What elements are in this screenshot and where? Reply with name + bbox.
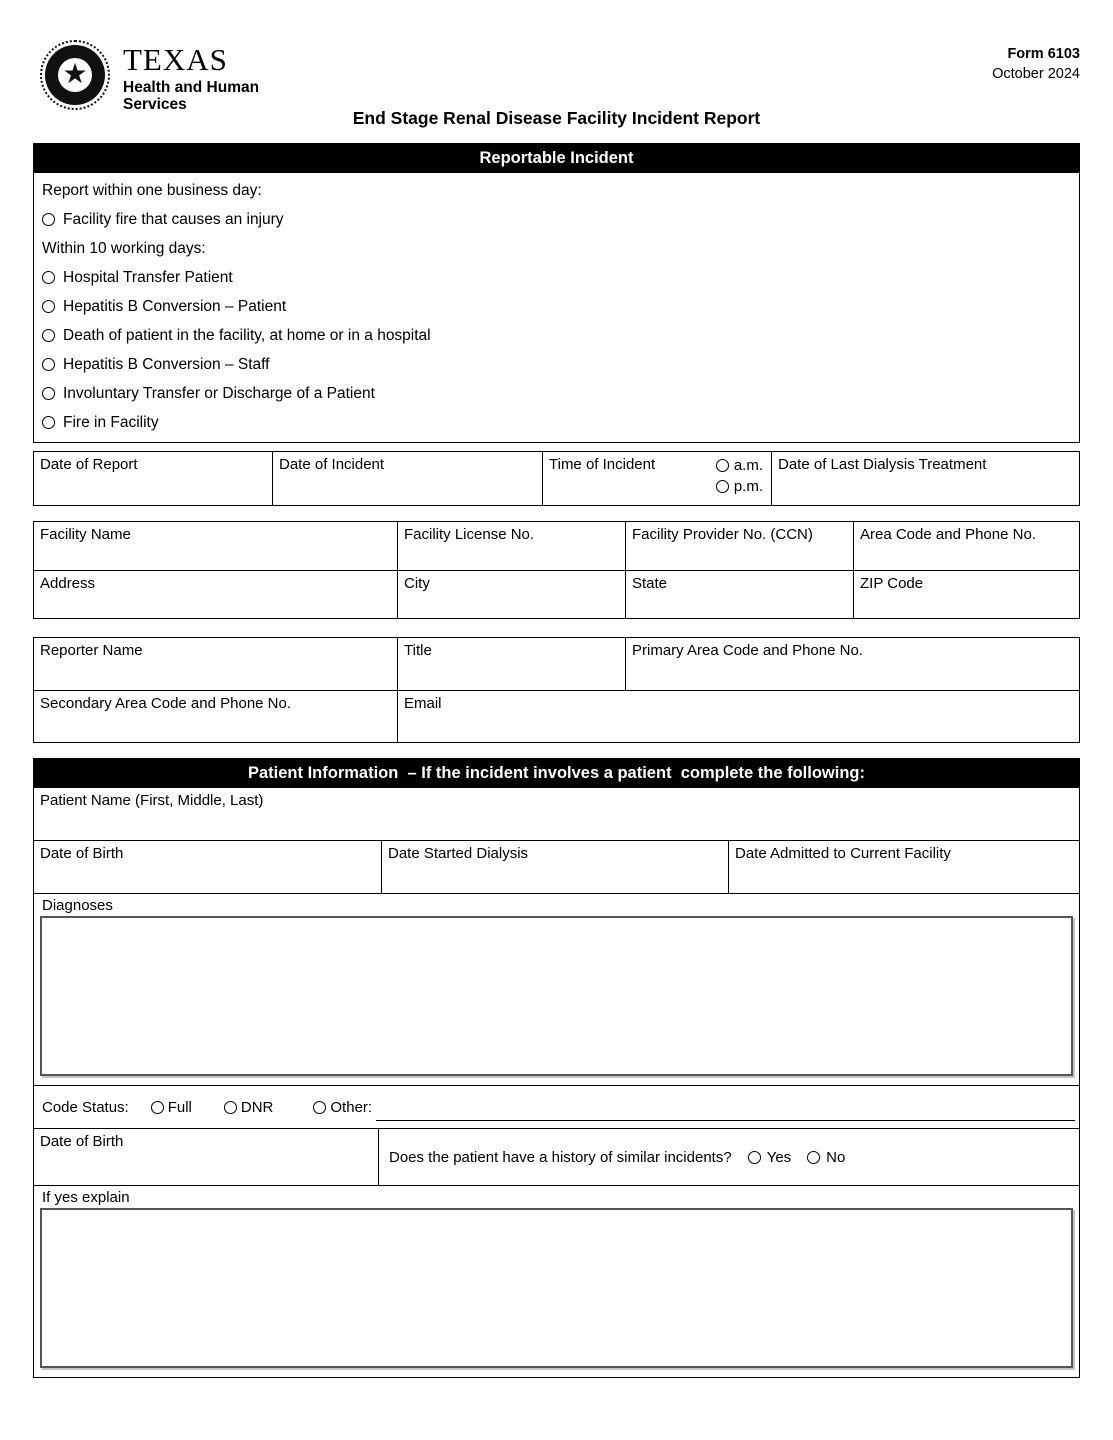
time-of-incident-field[interactable]: Time of Incident a.m. p.m. [542, 452, 771, 505]
diagnoses-block [34, 893, 1079, 1085]
radio-facility-fire-injury[interactable] [42, 213, 55, 226]
option-death-of-patient: Death of patient in the facility, at home or in a hospital [34, 321, 1079, 350]
history-yes-option: Yes [748, 1149, 791, 1166]
reporter-table [33, 637, 1080, 743]
code-status-label: Code Status: [42, 1098, 129, 1116]
pm-option: p.m. [716, 478, 763, 495]
if-yes-explain-textbox[interactable] [40, 1208, 1073, 1368]
radio-hep-b-patient[interactable] [42, 300, 55, 313]
patient-information-section [33, 758, 1080, 1378]
radio-hep-b-staff[interactable] [42, 358, 55, 371]
history-no-option: No [807, 1149, 845, 1166]
date-of-incident-field[interactable]: Date of Incident [272, 452, 542, 505]
facility-provider-ccn-field[interactable]: Facility Provider No. (CCN) [625, 522, 853, 570]
form-number: Form 6103 [1007, 46, 1080, 62]
facility-state-field[interactable]: State [625, 571, 853, 618]
radio-hospital-transfer[interactable] [42, 271, 55, 284]
patient-information-header: Patient Information – If the incident involves a patient complete the following: [33, 758, 1080, 788]
radio-fire-in-facility[interactable] [42, 416, 55, 429]
radio-am[interactable] [716, 459, 729, 472]
seal-core [58, 58, 92, 92]
form-identifier [992, 40, 1080, 84]
facility-name-field[interactable]: Facility Name [40, 526, 131, 543]
diagnoses-textbox[interactable] [40, 916, 1073, 1076]
history-question-row [379, 1129, 1079, 1185]
option-fire-in-facility: Fire in Facility [34, 408, 1079, 437]
facility-phone-field[interactable]: Area Code and Phone No. [853, 522, 1079, 570]
reporter-name-field[interactable]: Reporter Name [40, 642, 143, 659]
reporter-primary-phone-field[interactable]: Primary Area Code and Phone No. [625, 638, 1079, 690]
code-status-full-option: Full [151, 1099, 192, 1116]
hhs-logo [40, 40, 259, 114]
reporter-title-field[interactable]: Title [397, 638, 625, 690]
reportable-incident-section [33, 143, 1080, 443]
incident-dates-table [33, 451, 1080, 506]
patient-dob2-field[interactable]: Date of Birth [34, 1129, 379, 1185]
am-option: a.m. [716, 457, 763, 474]
option-involuntary-transfer: Involuntary Transfer or Discharge of a Patient [34, 379, 1079, 408]
group-label-ten-working-days: Within 10 working days: [42, 239, 206, 257]
radio-involuntary-transfer[interactable] [42, 387, 55, 400]
group-label-one-business-day: Report within one business day: [42, 181, 262, 199]
radio-other[interactable] [313, 1101, 326, 1114]
diagnoses-label: Diagnoses [42, 897, 113, 914]
radio-death-of-patient[interactable] [42, 329, 55, 342]
radio-yes[interactable] [748, 1151, 761, 1164]
facility-address-field[interactable]: Address [40, 575, 96, 592]
patient-name-field[interactable]: Patient Name (First, Middle, Last) [40, 792, 264, 809]
date-last-dialysis-field[interactable]: Date of Last Dialysis Treatment [771, 452, 1079, 505]
radio-full[interactable] [151, 1101, 164, 1114]
am-pm-group [716, 456, 765, 501]
agency-subtitle: Health and Human Services [123, 78, 260, 114]
date-admitted-field[interactable]: Date Admitted to Current Facility [728, 841, 1079, 893]
if-yes-explain-block [34, 1185, 1079, 1377]
if-yes-explain-label: If yes explain [42, 1189, 130, 1206]
hhs-seal-icon [40, 40, 110, 110]
option-hep-b-staff: Hepatitis B Conversion – Staff [34, 350, 1079, 379]
form-date: October 2024 [992, 65, 1080, 82]
code-status-dnr-option: DNR [224, 1099, 274, 1116]
radio-no[interactable] [807, 1151, 820, 1164]
other-write-in-line[interactable] [376, 1111, 1075, 1121]
facility-city-field[interactable]: City [397, 571, 625, 618]
facility-license-field[interactable]: Facility License No. [397, 522, 625, 570]
date-started-dialysis-field[interactable]: Date Started Dialysis [381, 841, 728, 893]
facility-table [33, 521, 1080, 619]
radio-pm[interactable] [716, 480, 729, 493]
patient-dob-field[interactable]: Date of Birth [40, 845, 124, 862]
option-hospital-transfer: Hospital Transfer Patient [34, 263, 1079, 292]
facility-zip-field[interactable]: ZIP Code [853, 571, 1079, 618]
reportable-incident-header: Reportable Incident [33, 143, 1080, 173]
agency-wordmark [123, 40, 259, 114]
star-icon: ★ [62, 57, 88, 89]
date-of-report-field[interactable]: Date of Report [40, 456, 138, 473]
agency-name: TEXAS [123, 42, 228, 77]
reportable-incident-list [33, 173, 1080, 443]
code-status-row [34, 1085, 1079, 1128]
page-header [0, 0, 1113, 112]
page-title: End Stage Renal Disease Facility Incident Report [352, 108, 761, 128]
reporter-email-field[interactable]: Email [397, 691, 1079, 742]
reporter-secondary-phone-field[interactable]: Secondary Area Code and Phone No. [40, 695, 292, 712]
option-hep-b-patient: Hepatitis B Conversion – Patient [34, 292, 1079, 321]
code-status-other-option: Other: [313, 1099, 372, 1116]
history-question-label: Does the patient have a history of similar incidents? [389, 1148, 732, 1166]
radio-dnr[interactable] [224, 1101, 237, 1114]
option-facility-fire-injury: Facility fire that causes an injury [34, 205, 1079, 234]
